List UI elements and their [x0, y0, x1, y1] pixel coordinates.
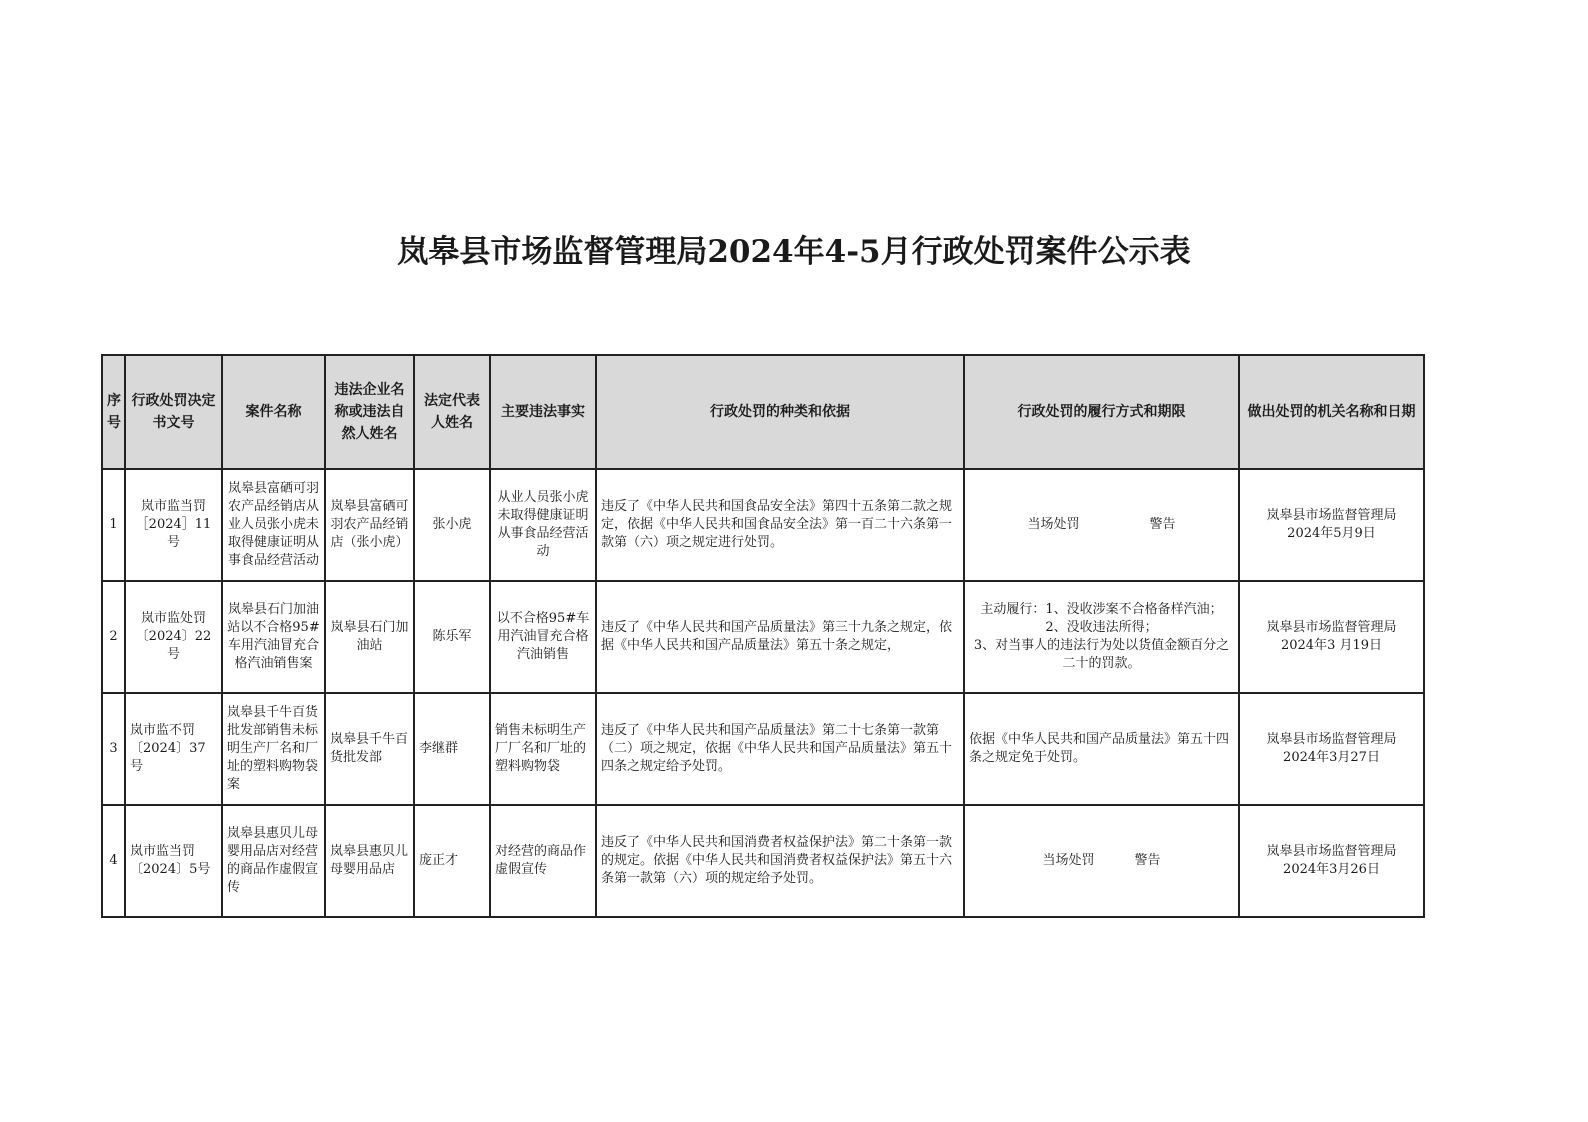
header-performance: 行政处罚的履行方式和期限	[964, 355, 1239, 469]
cell-performance	[964, 581, 1239, 693]
table-row	[102, 805, 1424, 917]
cell-authority-date	[1239, 805, 1424, 917]
performance-line-1: 主动履行：1、没收涉案不合格备样汽油；	[980, 602, 1223, 617]
decision-date: 2024年3月26日	[1283, 862, 1380, 877]
performance-line-2: 2、没收违法所得；	[1045, 620, 1158, 635]
header-case-name: 案件名称	[222, 355, 325, 469]
cell-performance: 依据《中华人民共和国产品质量法》第五十四条之规定免于处罚。	[964, 693, 1239, 805]
cell-representative: 陈乐军	[414, 581, 490, 693]
performance-penalty: 警告	[1149, 517, 1176, 532]
cell-authority-date	[1239, 581, 1424, 693]
cell-facts: 从业人员张小虎未取得健康证明从事食品经营活动	[490, 469, 596, 581]
decision-date: 2024年5月9日	[1287, 526, 1376, 541]
cell-representative: 庞正才	[414, 805, 490, 917]
cell-party: 岚皋县惠贝儿母婴用品店	[325, 805, 414, 917]
cell-performance	[964, 805, 1239, 917]
cell-doc-number: 岚市监不罚〔2024〕37号	[125, 693, 222, 805]
cell-party: 岚皋县富硒可羽农产品经销店（张小虎）	[325, 469, 414, 581]
cell-doc-number: 岚市监处罚〔2024〕22号	[125, 581, 222, 693]
header-representative: 法定代表人姓名	[414, 355, 490, 469]
cell-representative: 张小虎	[414, 469, 490, 581]
header-doc-number: 行政处罚决定书文号	[125, 355, 222, 469]
cell-doc-number: 岚市监当罚〔2024〕5号	[125, 805, 222, 917]
cell-facts: 对经营的商品作虚假宣传	[490, 805, 596, 917]
cell-no: 4	[102, 805, 125, 917]
performance-method: 当场处罚	[1027, 517, 1080, 532]
cell-performance	[964, 469, 1239, 581]
table-row	[102, 581, 1424, 693]
cell-case-name: 岚皋县石门加油站以不合格95#车用汽油冒充合格汽油销售案	[222, 581, 325, 693]
cell-authority-date	[1239, 693, 1424, 805]
header-no: 序号	[102, 355, 125, 469]
cell-penalty-basis: 违反了《中华人民共和国食品安全法》第四十五条第二款之规定，依据《中华人民共和国食品安全法》第一百二十六条第一款第（六）项之规定进行处罚。	[596, 469, 964, 581]
table-header-row	[102, 355, 1424, 469]
cell-penalty-basis: 违反了《中华人民共和国消费者权益保护法》第二十条第一款的规定。依据《中华人民共和国消费者权益保护法》第五十六条第一款第（六）项的规定给予处罚。	[596, 805, 964, 917]
cell-penalty-basis: 违反了《中华人民共和国产品质量法》第三十九条之规定，依据《中华人民共和国产品质量法》第五十条之规定，	[596, 581, 964, 693]
cell-doc-number: 岚市监当罚［2024］11号	[125, 469, 222, 581]
cell-no: 3	[102, 693, 125, 805]
cell-no: 1	[102, 469, 125, 581]
cell-no: 2	[102, 581, 125, 693]
performance-line-3: 3、对当事人的违法行为处以货值金额百分之二十的罚款。	[973, 638, 1230, 671]
table-row	[102, 469, 1424, 581]
cell-case-name: 岚皋县千牛百货批发部销售未标明生产厂名和厂址的塑料购物袋案	[222, 693, 325, 805]
header-authority-date: 做出处罚的机关名称和日期	[1239, 355, 1424, 469]
cell-authority-date	[1239, 469, 1424, 581]
cell-penalty-basis: 违反了《中华人民共和国产品质量法》第二十七条第一款第（二）项之规定，依据《中华人民共和国产品质量法》第五十四条之规定给予处罚。	[596, 693, 964, 805]
header-party: 违法企业名称或违法自然人姓名	[325, 355, 414, 469]
authority-name: 岚皋县市场监督管理局	[1266, 508, 1397, 523]
penalty-table	[101, 354, 1425, 918]
cell-facts: 以不合格95#车用汽油冒充合格汽油销售	[490, 581, 596, 693]
page-title: 岚皋县市场监督管理局2024年4-5月行政处罚案件公示表	[397, 234, 1191, 270]
decision-date: 2024年3 月19日	[1280, 638, 1383, 653]
decision-date: 2024年3月27日	[1283, 750, 1380, 765]
authority-name: 岚皋县市场监督管理局	[1266, 732, 1397, 747]
cell-party: 岚皋县千牛百货批发部	[325, 693, 414, 805]
authority-name: 岚皋县市场监督管理局	[1266, 620, 1397, 635]
header-facts: 主要违法事实	[490, 355, 596, 469]
header-penalty-basis: 行政处罚的种类和依据	[596, 355, 964, 469]
cell-facts: 销售未标明生产厂厂名和厂址的塑料购物袋	[490, 693, 596, 805]
cell-party: 岚皋县石门加油站	[325, 581, 414, 693]
performance-method: 当场处罚	[1042, 853, 1095, 868]
performance-penalty: 警告	[1134, 853, 1161, 868]
cell-case-name: 岚皋县富硒可羽农产品经销店从业人员张小虎未取得健康证明从事食品经营活动	[222, 469, 325, 581]
cell-case-name: 岚皋县惠贝儿母婴用品店对经营的商品作虚假宣传	[222, 805, 325, 917]
table-row	[102, 693, 1424, 805]
cell-representative: 李继群	[414, 693, 490, 805]
authority-name: 岚皋县市场监督管理局	[1266, 844, 1397, 859]
